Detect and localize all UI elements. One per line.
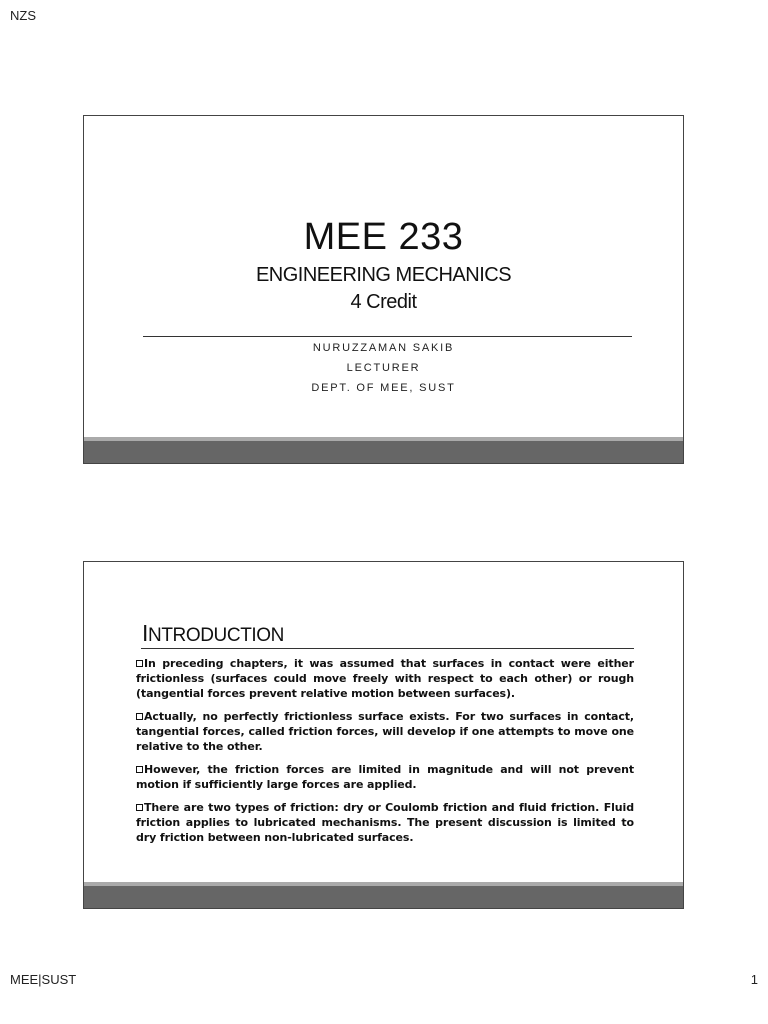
bullet-text: In preceding chapters, it was assumed that surfaces in contact were either frictionless (surfaces could move freely with respect to each other) or rough (tangential forces prevent relative motion between surfaces). xyxy=(136,657,634,700)
checkbox-bullet-icon xyxy=(136,766,143,773)
course-code: MEE 233 xyxy=(303,216,464,258)
checkbox-bullet-icon xyxy=(136,713,143,720)
title-underline xyxy=(141,648,634,649)
footer-left-label: MEE|SUST xyxy=(10,972,77,987)
title-slide xyxy=(83,115,684,464)
bullet-item xyxy=(136,800,634,845)
author-name: NURUZZAMAN SAKIB xyxy=(312,342,455,354)
introduction-slide xyxy=(83,561,684,909)
slide-title-initial: I xyxy=(142,620,148,646)
checkbox-bullet-icon xyxy=(136,660,143,667)
course-title: ENGINEERING MECHANICS xyxy=(255,264,512,286)
slide-footer-bar xyxy=(84,437,683,463)
author-role: LECTURER xyxy=(346,362,421,374)
slide-footer-bar xyxy=(84,882,683,908)
bullet-item xyxy=(136,656,634,701)
credit-label: 4 Credit xyxy=(350,291,417,313)
checkbox-bullet-icon xyxy=(136,804,143,811)
bullet-text: There are two types of friction: dry or Coulomb friction and fluid friction. Fluid friction applies to lubricated mechanisms. The present discussion is limited to dry friction between non-lubricated surfaces. xyxy=(136,801,634,844)
slide-title xyxy=(142,620,284,647)
bullet-text: Actually, no perfectly frictionless surface exists. For two surfaces in contact, tangential forces, called friction forces, will develop if one attempts to move one relative to the other. xyxy=(136,710,634,753)
bullet-item xyxy=(136,709,634,754)
page-number: 1 xyxy=(750,972,758,987)
title-divider xyxy=(143,336,632,337)
bullet-text: However, the friction forces are limited in magnitude and will not prevent motion if sufficiently large forces are applied. xyxy=(136,763,634,791)
header-label: NZS xyxy=(10,8,36,23)
bullet-list xyxy=(136,656,634,853)
slide-title-rest: NTRODUCTION xyxy=(148,625,284,646)
bullet-item xyxy=(136,762,634,792)
author-dept: DEPT. OF MEE, SUST xyxy=(311,382,456,394)
